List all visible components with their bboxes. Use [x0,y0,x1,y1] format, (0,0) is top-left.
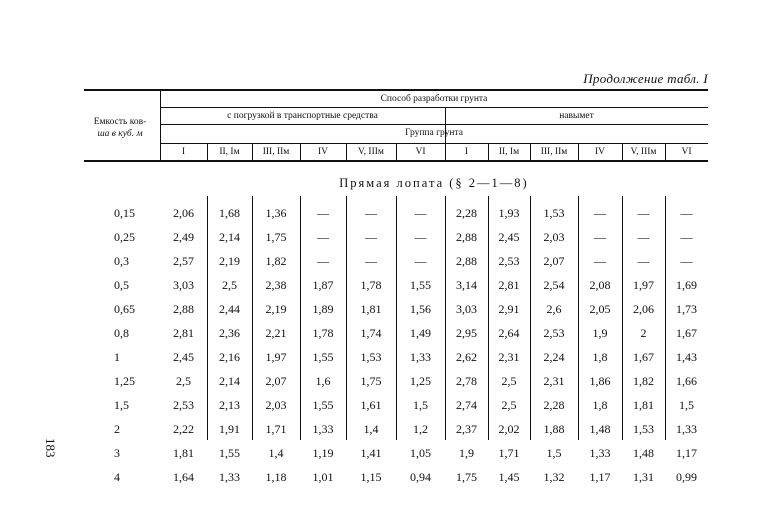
table-cell: 2,03 [543,230,565,244]
column-header: II, Iм [219,147,240,157]
table-cell: 2,14 [219,230,240,244]
table-cell: 2,78 [456,374,477,388]
table-cell: 1,66 [676,374,697,388]
table-cell: 1,31 [633,470,654,484]
table-cell: 2,16 [219,350,240,364]
table-cell: 2,95 [456,326,477,340]
table-cell: 2,53 [498,254,520,268]
table-cell: 1,81 [173,446,194,460]
table-cell: 2,53 [543,326,565,340]
capacity-value: 1 [114,350,120,364]
table-cell: 1,33 [312,422,334,436]
table-cell: 1,8 [592,350,608,364]
table-cell: 2,31 [543,374,565,388]
header-column-divider [252,143,253,161]
table-cell: 1,9 [459,446,474,460]
table-cell: 2,45 [498,230,520,244]
table-cell: — [594,206,606,220]
table-cell: — [317,230,329,244]
capacity-value: 0,8 [114,326,129,340]
table-cell: 2 [640,326,647,340]
table-cell: — [680,206,693,220]
table-cell: 1,4 [268,446,284,460]
table-cell: 1,82 [265,254,287,268]
table-cell: 2,21 [265,326,287,340]
header-column-divider [396,143,397,161]
table-cell: 1,5 [413,398,428,412]
table-cell: 1,49 [410,326,431,340]
table-cell: 1,68 [219,206,240,220]
table-cell: 1,81 [633,398,654,412]
column-header: V, IIIм [358,147,384,157]
capacity-value: 0,65 [114,302,135,316]
capacity-header-line1: Емкость ков- [93,117,147,127]
table-cell: 1,5 [679,398,694,412]
table-cell: — [594,230,606,244]
table-cell: 1,5 [546,446,562,460]
table-cell: 1,48 [633,446,654,460]
table-cell: 1,97 [265,350,287,364]
table-cell: 2,81 [173,326,194,340]
page-number: 183 [43,438,58,458]
table-cell: 2,37 [456,422,477,436]
table-cell: 2,13 [219,398,240,412]
table-cell: 1,78 [312,326,334,340]
column-header: V, IIIм [630,147,657,157]
table-cell: 2,05 [589,302,611,316]
table-cell: 1,67 [676,326,697,340]
table-top-rule [84,89,708,91]
table-cell: 2,6 [546,302,562,316]
table-cell: 1,18 [265,470,287,484]
table-cell: 2,22 [173,422,194,436]
table-cell: 0,99 [676,470,697,484]
capacity-value: 2 [114,422,120,436]
table-cell: 1,32 [543,470,565,484]
table-cell: 1,15 [360,470,382,484]
with-loading-header: с погрузкой в транспортные средства [227,111,378,121]
header-column-divider [207,143,208,161]
header-column-divider [578,143,579,161]
table-cell: 2,19 [219,254,240,268]
table-cell: 1,8 [592,398,608,412]
subgroup-rule [160,124,708,125]
header-column-divider [488,143,489,161]
table-cell: 2,88 [173,302,194,316]
column-header: I [464,147,469,157]
table-cell: 2,57 [173,254,194,268]
table-cell: 1,2 [413,422,428,436]
table-cell: 1,71 [265,422,287,436]
column-header: II, Iм [498,147,520,157]
column-header: VI [415,147,426,157]
table-cell: 1,6 [315,374,331,388]
capacity-value: 0,25 [114,230,135,244]
table-cell: 2,49 [173,230,194,244]
table-cell: 1,69 [676,278,697,292]
table-cell: — [365,206,377,220]
table-cell: 1,55 [312,350,334,364]
table-cell: 2,08 [589,278,611,292]
table-cell: — [317,254,329,268]
table-cell: 2,07 [265,374,287,388]
table-cell: 1,19 [312,446,334,460]
table-cell: 1,87 [312,278,334,292]
column-header: III, IIм [540,147,568,157]
capacity-value: 0,3 [114,254,129,268]
table-cell: — [637,230,650,244]
header-column-divider [300,143,301,161]
section-title: Прямая лопата (§ 2—1—8) [339,176,529,190]
table-cell: 2,28 [456,206,477,220]
table-cell: — [594,254,606,268]
table-cell: 1,97 [633,278,654,292]
table-cell: 2,74 [456,398,477,412]
table-cell: 1,33 [219,470,240,484]
capacity-value: 4 [114,470,120,484]
capacity-value: 0,15 [114,206,135,220]
table-cell: 1,73 [676,302,697,316]
table-cell: 2,54 [543,278,565,292]
header-column-divider [665,143,666,161]
table-cell: 2,5 [501,398,517,412]
soil-group-rule [160,143,708,144]
table-cell: 1,9 [592,326,608,340]
table-cell: — [637,254,650,268]
table-cell: 3,03 [173,278,194,292]
table-cell: 2,88 [456,230,477,244]
continued-caption: Продолжение табл. I [583,71,708,86]
table-cell: 2,5 [176,374,191,388]
soil-group-header: Группа грунта [405,128,463,138]
table-cell: — [414,206,427,220]
table-cell: 1,81 [360,302,382,316]
table-cell: 1,36 [265,206,287,220]
table-cell: 2,44 [219,302,240,316]
table-cell: 1,48 [589,422,611,436]
table-cell: — [365,254,377,268]
table-cell: 1,93 [498,206,520,220]
table-cell: 1,33 [589,446,611,460]
table-cell: 2,19 [265,302,287,316]
table-cell: 2,88 [456,254,477,268]
table-cell: 0,94 [410,470,431,484]
table-cell: 2,45 [173,350,194,364]
table-cell: 1,53 [360,350,382,364]
table-cell: 2,53 [173,398,194,412]
table-cell: — [680,230,693,244]
table-cell: 2,36 [219,326,240,340]
table-cell: 1,25 [410,374,431,388]
method-rule [160,107,708,108]
table-cell: 1,53 [543,206,565,220]
table-cell: 2,24 [543,350,565,364]
table-cell: 2,06 [633,302,654,316]
table-cell: 2,64 [498,326,520,340]
table-cell: 2,06 [173,206,194,220]
column-header: IV [594,147,606,157]
table-cell: 1,41 [360,446,382,460]
table-cell: 1,74 [360,326,382,340]
table-cell: 1,78 [360,278,382,292]
column-header: IV [317,147,329,157]
table-cell: — [414,230,427,244]
table-cell: 1,56 [410,302,431,316]
table-cell: — [365,230,377,244]
table-cell: 1,75 [456,470,477,484]
table-cell: 1,17 [676,446,697,460]
table-cell: 2,5 [222,278,237,292]
table-cell: 1,71 [498,446,520,460]
table-cell: 1,53 [633,422,654,436]
table-cell: — [414,254,427,268]
table-cell: 2,91 [498,302,520,316]
capacity-header [84,116,156,140]
capacity-value: 1,25 [114,374,135,388]
table-cell: 1,55 [410,278,431,292]
table-cell: 1,61 [360,398,382,412]
table-cell: 1,33 [676,422,697,436]
table-cell: 1,88 [543,422,565,436]
capacity-value: 3 [114,446,120,460]
table-cell: 1,05 [410,446,431,460]
header-column-divider [622,143,623,161]
table-cell: 1,45 [498,470,520,484]
to-spoil-header: навымет [559,111,594,121]
method-title: Способ разработки грунта [380,94,488,104]
table-cell: 2,02 [498,422,520,436]
capacity-value: 1,5 [114,398,129,412]
table-cell: 1,75 [265,230,287,244]
header-column-divider [445,143,446,161]
table-cell: 1,43 [676,350,697,364]
table-cell: 1,4 [363,422,379,436]
table-cell: 2,31 [498,350,520,364]
table-cell: 1,64 [173,470,194,484]
capacity-header-line2: ша в куб. м [97,129,143,139]
table-cell: 1,33 [410,350,431,364]
table-cell: — [637,206,650,220]
capacity-value: 0,5 [114,278,129,292]
table-cell: 3,03 [456,302,477,316]
table-cell: 2,03 [265,398,287,412]
table-cell: 1,67 [633,350,654,364]
table-cell: 1,75 [360,374,382,388]
header-column-divider [530,143,531,161]
table-cell: 2,81 [498,278,520,292]
column-header: VI [681,147,692,157]
column-header: III, IIм [262,147,290,157]
table-cell: 1,89 [312,302,334,316]
table-cell: 2,14 [219,374,240,388]
table-cell: 1,86 [589,374,611,388]
table-cell: 1,01 [312,470,334,484]
table-cell: 3,14 [456,278,477,292]
table-cell: 1,91 [219,422,240,436]
table-cell: 2,28 [543,398,565,412]
table-cell: 1,17 [589,470,611,484]
table-cell: 2,07 [543,254,565,268]
table-cell: 1,82 [633,374,654,388]
table-cell: 1,55 [312,398,334,412]
table-cell: 2,38 [265,278,287,292]
table-cell: 1,55 [219,446,240,460]
column-header: I [181,147,186,157]
header-column-divider [346,143,347,161]
table-cell: — [680,254,693,268]
table-cell: 2,5 [501,374,517,388]
table-cell: — [317,206,329,220]
table-cell: 2,62 [456,350,477,364]
